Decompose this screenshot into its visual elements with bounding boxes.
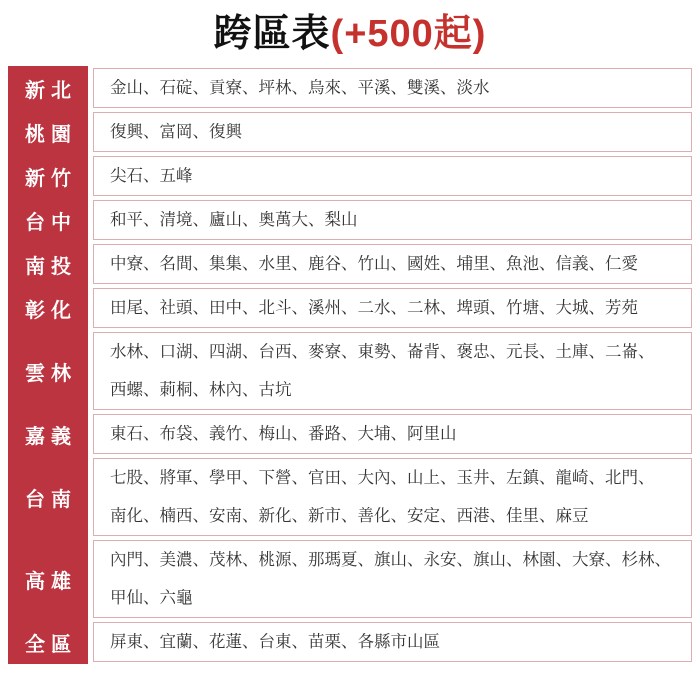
district-item: 大內、: [357, 469, 407, 487]
district-cell-wrap: [88, 330, 692, 412]
district-item: 番路、: [308, 425, 358, 443]
district-item: 廬山、: [209, 211, 259, 229]
district-item: 永安、: [423, 551, 473, 569]
district-item: 二水、: [357, 299, 407, 317]
district-item: 東石、: [110, 425, 160, 443]
district-cell-wrap: [88, 110, 692, 154]
district-item: 大城、: [555, 299, 605, 317]
district-list: [93, 332, 692, 410]
region-label: 全區: [8, 620, 88, 664]
table-row: [8, 330, 692, 412]
district-item: 桃源、: [258, 551, 308, 569]
table-row: [8, 538, 692, 620]
district-item: 五峰: [159, 167, 193, 185]
district-item: 名間、: [159, 255, 209, 273]
district-item: 七股、: [110, 469, 160, 487]
table-row: [8, 456, 692, 538]
district-item: 美濃、: [159, 551, 209, 569]
district-item: 崙背、: [407, 343, 457, 361]
district-item: 山上、: [407, 469, 457, 487]
region-label: 嘉義: [8, 412, 88, 456]
district-cell-wrap: [88, 286, 692, 330]
district-item: 田尾、: [110, 299, 160, 317]
district-item: 芳苑: [605, 299, 638, 317]
district-item: 平溪、: [357, 79, 407, 97]
district-item: 屏東、: [110, 633, 160, 651]
table-row: [8, 242, 692, 286]
region-label: 新竹: [8, 154, 88, 198]
district-cell-wrap: [88, 620, 692, 664]
district-item: 復興: [209, 123, 242, 141]
region-label: 新北: [8, 66, 88, 110]
district-item: 茂林、: [209, 551, 259, 569]
district-item: 佳里、: [506, 507, 556, 525]
district-item: 北門、: [605, 469, 655, 487]
district-item: 水里、: [258, 255, 308, 273]
district-item: 溪州、: [308, 299, 358, 317]
district-item: 石碇、: [159, 79, 209, 97]
district-cell-wrap: [88, 412, 692, 456]
district-item: 貢寮、: [209, 79, 259, 97]
district-item: 下營、: [258, 469, 308, 487]
district-item: 坪林、: [258, 79, 308, 97]
district-item: 古坑: [258, 381, 292, 399]
table-row: [8, 620, 692, 664]
region-label: 南投: [8, 242, 88, 286]
region-label: 彰化: [8, 286, 88, 330]
region-label: 桃園: [8, 110, 88, 154]
district-item: 台東、: [258, 633, 308, 651]
district-item: 安南、: [209, 507, 259, 525]
district-item: 新市、: [308, 507, 358, 525]
district-list: [93, 68, 692, 108]
district-list: [93, 156, 692, 196]
district-item: 四湖、: [209, 343, 259, 361]
district-item: 各縣市山區: [357, 633, 440, 651]
district-item: 善化、: [357, 507, 407, 525]
district-item: 官田、: [308, 469, 358, 487]
district-list: [93, 200, 692, 240]
district-item: 布袋、: [159, 425, 209, 443]
district-list: [93, 112, 692, 152]
district-item: 花蓮、: [209, 633, 259, 651]
district-item: 和平、: [110, 211, 160, 229]
district-item: 二林、: [407, 299, 457, 317]
district-item: 中寮、: [110, 255, 160, 273]
district-item: 新化、: [258, 507, 308, 525]
district-item: 玉井、: [456, 469, 506, 487]
district-item: 集集、: [209, 255, 259, 273]
district-item: 林內、: [209, 381, 259, 399]
district-item: 將軍、: [159, 469, 209, 487]
district-cell-wrap: [88, 154, 692, 198]
district-item: 尖石、: [110, 167, 160, 185]
district-list: [93, 288, 692, 328]
district-item: 宜蘭、: [159, 633, 209, 651]
district-item: 魚池、: [506, 255, 556, 273]
table-row: [8, 198, 692, 242]
district-list: [93, 540, 692, 618]
table-row: [8, 154, 692, 198]
district-item: 安定、: [407, 507, 457, 525]
district-list: [93, 458, 692, 536]
district-item: 鹿谷、: [308, 255, 358, 273]
district-item: 林園、: [522, 551, 572, 569]
district-item: 梨山: [324, 211, 358, 229]
table-row: [8, 66, 692, 110]
district-item: 仁愛: [605, 255, 638, 273]
district-item: 南化、: [110, 507, 160, 525]
region-table: [8, 66, 692, 664]
district-item: 埔里、: [456, 255, 506, 273]
district-item: 竹山、: [357, 255, 407, 273]
district-item: 信義、: [555, 255, 605, 273]
district-item: 苗栗、: [308, 633, 358, 651]
district-item: 西螺、: [110, 381, 160, 399]
district-item: 口湖、: [159, 343, 209, 361]
district-item: 淡水: [456, 79, 490, 97]
district-item: 金山、: [110, 79, 160, 97]
district-list: [93, 622, 692, 662]
district-item: 奧萬大、: [258, 211, 325, 229]
district-item: 雙溪、: [407, 79, 457, 97]
district-item: 二崙、: [605, 343, 655, 361]
district-item: 旗山、: [374, 551, 424, 569]
district-item: 那瑪夏、: [308, 551, 374, 569]
district-item: 水林、: [110, 343, 160, 361]
district-item: 大埔、: [357, 425, 407, 443]
district-item: 清境、: [159, 211, 209, 229]
district-item: 麥寮、: [308, 343, 358, 361]
district-item: 楠西、: [159, 507, 209, 525]
table-row: [8, 110, 692, 154]
district-item: 義竹、: [209, 425, 259, 443]
district-cell-wrap: [88, 538, 692, 620]
district-item: 元長、: [506, 343, 556, 361]
table-row: [8, 286, 692, 330]
district-item: 學甲、: [209, 469, 259, 487]
table-row: [8, 412, 692, 456]
region-label: 台南: [8, 456, 88, 538]
district-item: 社頭、: [159, 299, 209, 317]
district-item: 國姓、: [407, 255, 457, 273]
district-item: 阿里山: [407, 425, 457, 443]
region-label: 雲林: [8, 330, 88, 412]
district-item: 麻豆: [555, 507, 589, 525]
district-item: 田中、: [209, 299, 259, 317]
district-item: 埤頭、: [456, 299, 506, 317]
district-list: [93, 244, 692, 284]
region-label: 高雄: [8, 538, 88, 620]
page-title: [8, 6, 692, 66]
district-item: 富岡、: [159, 123, 209, 141]
region-label: 台中: [8, 198, 88, 242]
district-item: 莿桐、: [159, 381, 209, 399]
district-item: 土庫、: [555, 343, 605, 361]
district-item: 龍崎、: [555, 469, 605, 487]
district-list: [93, 414, 692, 454]
district-item: 梅山、: [258, 425, 308, 443]
district-cell-wrap: [88, 198, 692, 242]
district-item: 六龜: [159, 589, 193, 607]
district-item: 內門、: [110, 551, 160, 569]
title-highlight: (+500起): [330, 13, 487, 55]
district-item: 褒忠、: [456, 343, 506, 361]
district-cell-wrap: [88, 242, 692, 286]
district-item: 旗山、: [473, 551, 523, 569]
district-item: 烏來、: [308, 79, 358, 97]
district-item: 杉林、: [621, 551, 671, 569]
district-cell-wrap: [88, 66, 692, 110]
district-item: 北斗、: [258, 299, 308, 317]
district-item: 台西、: [258, 343, 308, 361]
district-item: 東勢、: [357, 343, 407, 361]
district-item: 復興、: [110, 123, 160, 141]
district-item: 甲仙、: [110, 589, 160, 607]
district-item: 大寮、: [572, 551, 622, 569]
district-cell-wrap: [88, 456, 692, 538]
district-item: 西港、: [456, 507, 506, 525]
district-item: 左鎮、: [506, 469, 556, 487]
district-item: 竹塘、: [506, 299, 556, 317]
title-main: 跨區表: [213, 13, 331, 55]
